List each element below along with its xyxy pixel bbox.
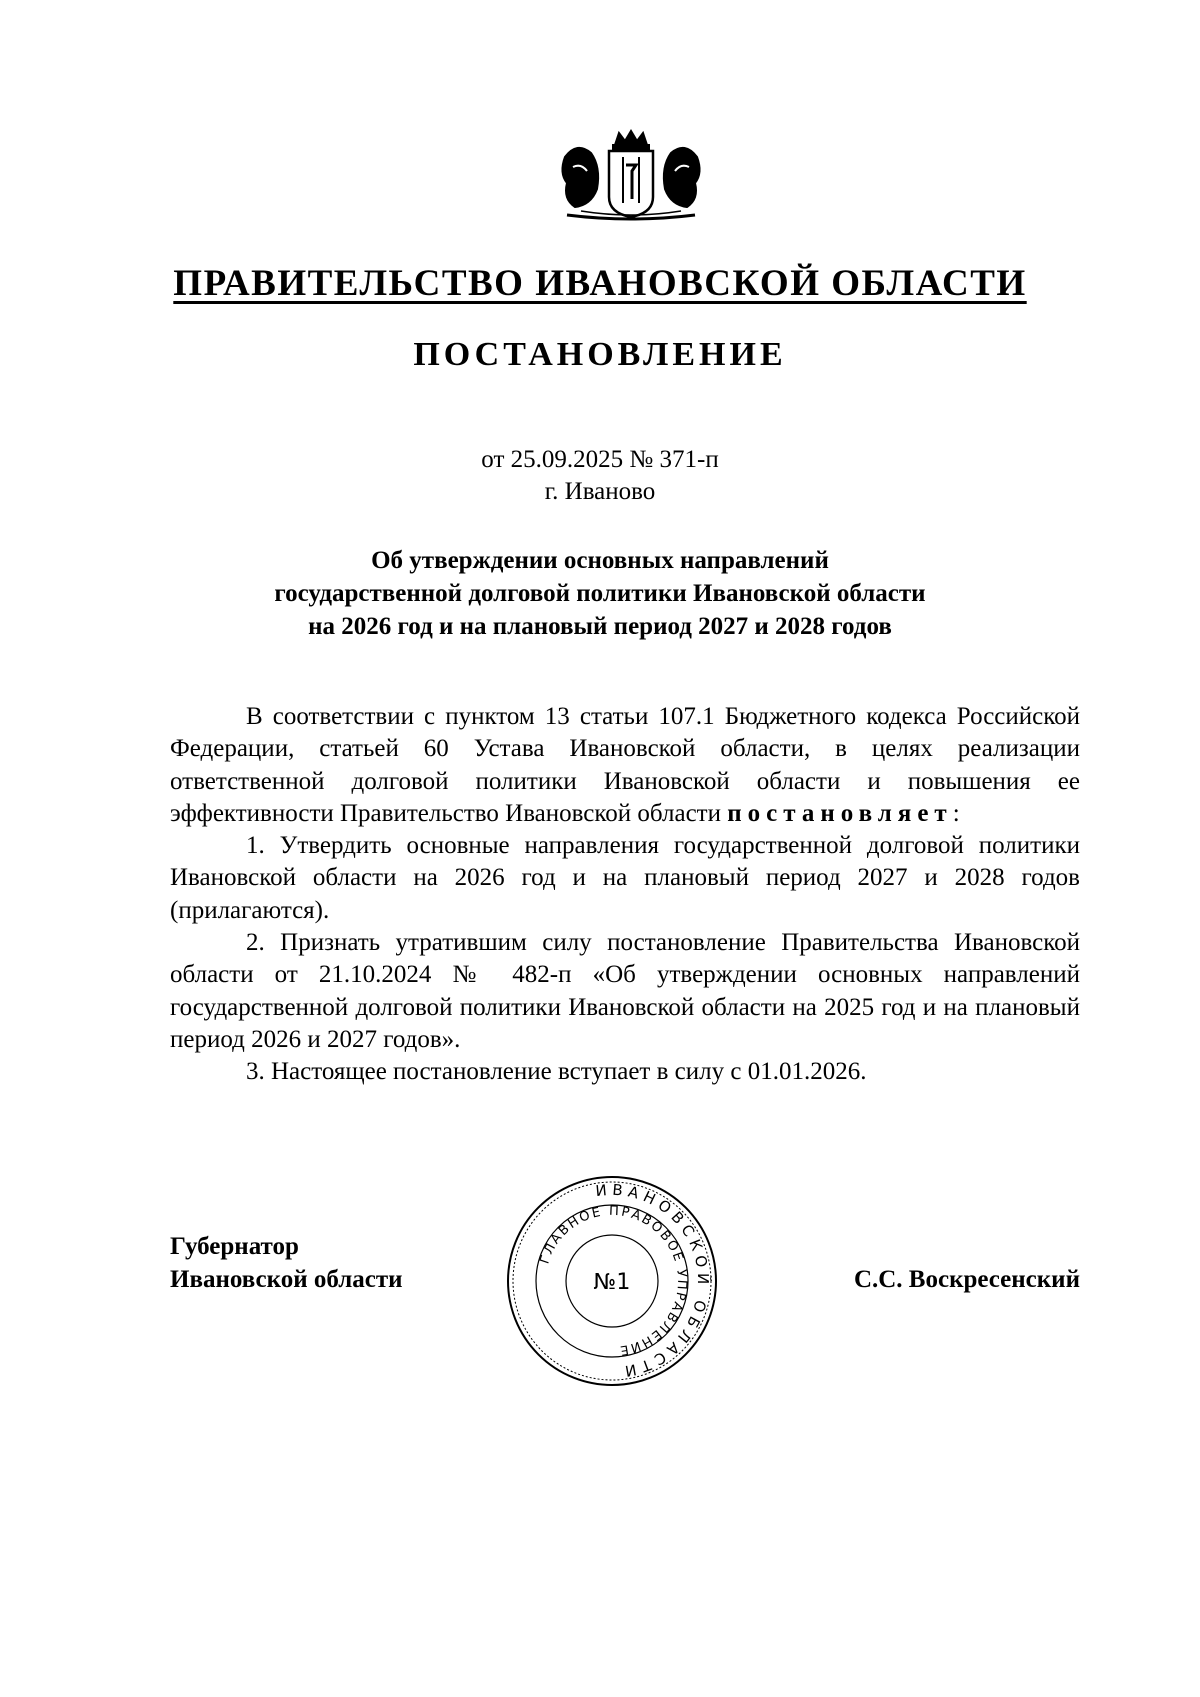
document-type: ПОСТАНОВЛЕНИЕ: [413, 336, 787, 373]
coat-of-arms-icon: [553, 127, 709, 223]
document-body: [170, 701, 1080, 1089]
document-date-number: от 25.09.2025 № 371-п: [481, 446, 719, 473]
seal-outer-text: ИВАНОВСКОЙ ОБЛАСТИ: [594, 1180, 713, 1381]
official-seal: [502, 1171, 722, 1391]
decree-word: постановляет: [727, 799, 953, 827]
seal-middle-text: ГЛАВНОЕ ПРАВОВОЕ УПРАВЛЕНИЕ: [537, 1203, 690, 1358]
item-paragraph: 3. Настоящее постановление вступает в силу с 01.01.2026.: [246, 1058, 867, 1086]
date-and-place: [0, 444, 1200, 508]
preamble-paragraph: [170, 701, 1080, 830]
signatory-name: С.С. Воскресенский: [853, 1266, 1080, 1293]
item-paragraph: 1. Утвердить основные направления государственной долговой политики Ивановской области на 2026 год и на плановый период 2027 и 2028 годов (прилагаются).: [170, 832, 1080, 924]
position-line: Ивановской области: [170, 1266, 403, 1293]
seal-number: №1: [593, 1270, 631, 1295]
decree-colon: :: [952, 799, 960, 827]
position-line: Губернатор: [170, 1233, 299, 1260]
document-city: г. Иваново: [544, 478, 656, 505]
signatory-position: [170, 1230, 403, 1296]
item-paragraph: 2. Признать утратившим силу постановление Правительства Ивановской области от 21.10.2024 № 482-п «Об утверждении основных направлений государственной долговой политики Ивановской области на 2025 год и на плановый период 2026 и 2027 годов».: [170, 929, 1080, 1053]
subject-line: Об утверждении основных направлений: [371, 547, 829, 574]
organization-title: ПРАВИТЕЛЬСТВО ИВАНОВСКОЙ ОБЛАСТИ: [173, 263, 1027, 304]
document-subject: [0, 544, 1200, 643]
preamble-text: В соответствии с пунктом 13 статьи 107.1 Бюджетного кодекса Российской Федерации, статьей 60 Устава Ивановской области, в целях реализации ответственной долговой политики Ивановской области и повышения ее эффективности Правительство Ивановской области: [170, 703, 1080, 827]
subject-line: на 2026 год и на плановый период 2027 и 2028 годов: [308, 613, 892, 640]
subject-line: государственной долговой политики Ивановской области: [274, 580, 926, 607]
